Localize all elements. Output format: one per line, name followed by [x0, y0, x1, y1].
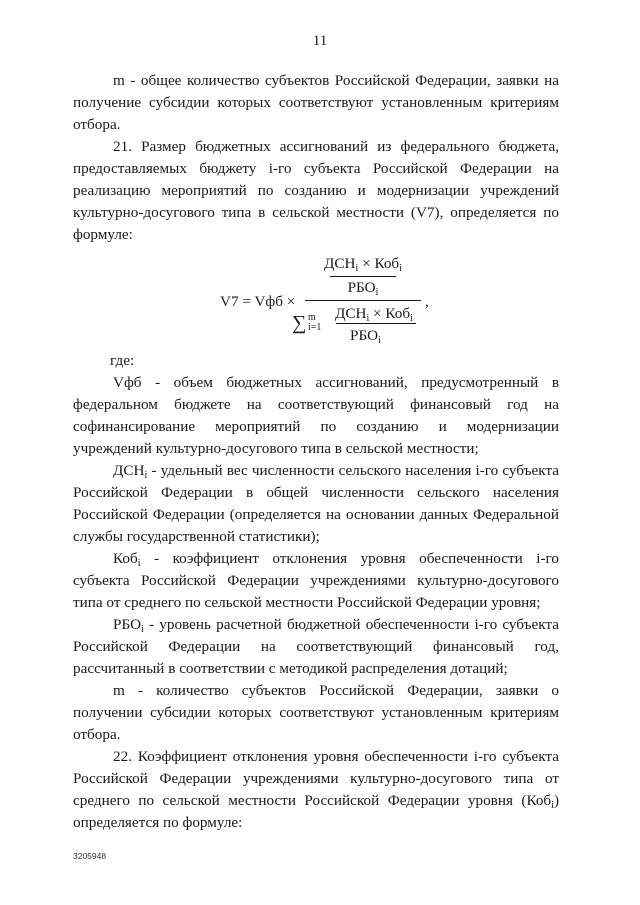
paragraph-21: 21. Размер бюджетных ассигнований из федерального бюджета, предоставляемых бюджету i-го субъекта Российской Федерации на реализацию мероприятий по созданию и модернизации учреждений культурно-досугового типа в сельской местности (V7), определяется по формуле: — [73, 138, 559, 243]
document-body — [73, 70, 559, 834]
document-code: 3205948 — [73, 851, 107, 861]
where-label: где: — [110, 352, 135, 369]
formula-numerator: $ДСН_i \times Коб_i$ $РБО_i$ — [324, 255, 402, 298]
definition-m: m - количество субъектов Российской Федерации, заявки о получении субсидии которых соответствуют установленным критериям отбора. — [73, 682, 559, 743]
sum-symbol: ∑ — [292, 312, 307, 334]
paragraph-22: 22. Коэффициент отклонения уровня обеспеченности i-го субъекта Российской Федерации учреждениями культурно-досугового типа от среднего по сельской местности Российской Федерации уровня (Коб$_i$) определяется по формуле: — [73, 748, 559, 831]
fraction-bar — [305, 300, 421, 301]
formula-lhs: V7 = Vфб × — [220, 293, 296, 310]
definition-vfb: Vфб - объем бюджетных ассигнований, предусмотренный в федеральном бюджете на соответствующий финансовый год на софинансирование мероприятий по созданию и модернизации учреждений культурно-досугового типа в сельской местности; — [73, 374, 559, 457]
page-number: 11 — [312, 33, 328, 49]
paragraph-m-definition: m - общее количество субъектов Российской Федерации, заявки на получение субсидии которых соответствуют установленным критериям отбора. — [73, 72, 559, 133]
definition-kob: Коб$_i$ - коэффициент отклонения уровня обеспеченности i-го субъекта Российской Федерации учреждениями культурно-досугового типа от среднего по сельской местности Российской Федерации уровня; — [73, 550, 559, 611]
definition-dsn: $ДСН_i$ - удельный вес численности сельского населения i-го субъекта Российской Федерации в общей численности сельского населения Российской Федерации (определяется на основании данных Федеральной службы государственной статистики); — [73, 462, 559, 545]
definition-rbo: $РБО_i$ - уровень расчетной бюджетной обеспеченности i-го субъекта Российской Федерации на соответствующий финансовый год, рассчитанный в соответствии с методикой распределения дотаций; — [73, 616, 559, 677]
formula-v7: V7 = Vфб × $ДСН_i \times Коб_i$ $РБО_i$ , ∑ m i=1 $ДСН_i \times Коб_i$ $РБО_i$ — [220, 255, 429, 346]
